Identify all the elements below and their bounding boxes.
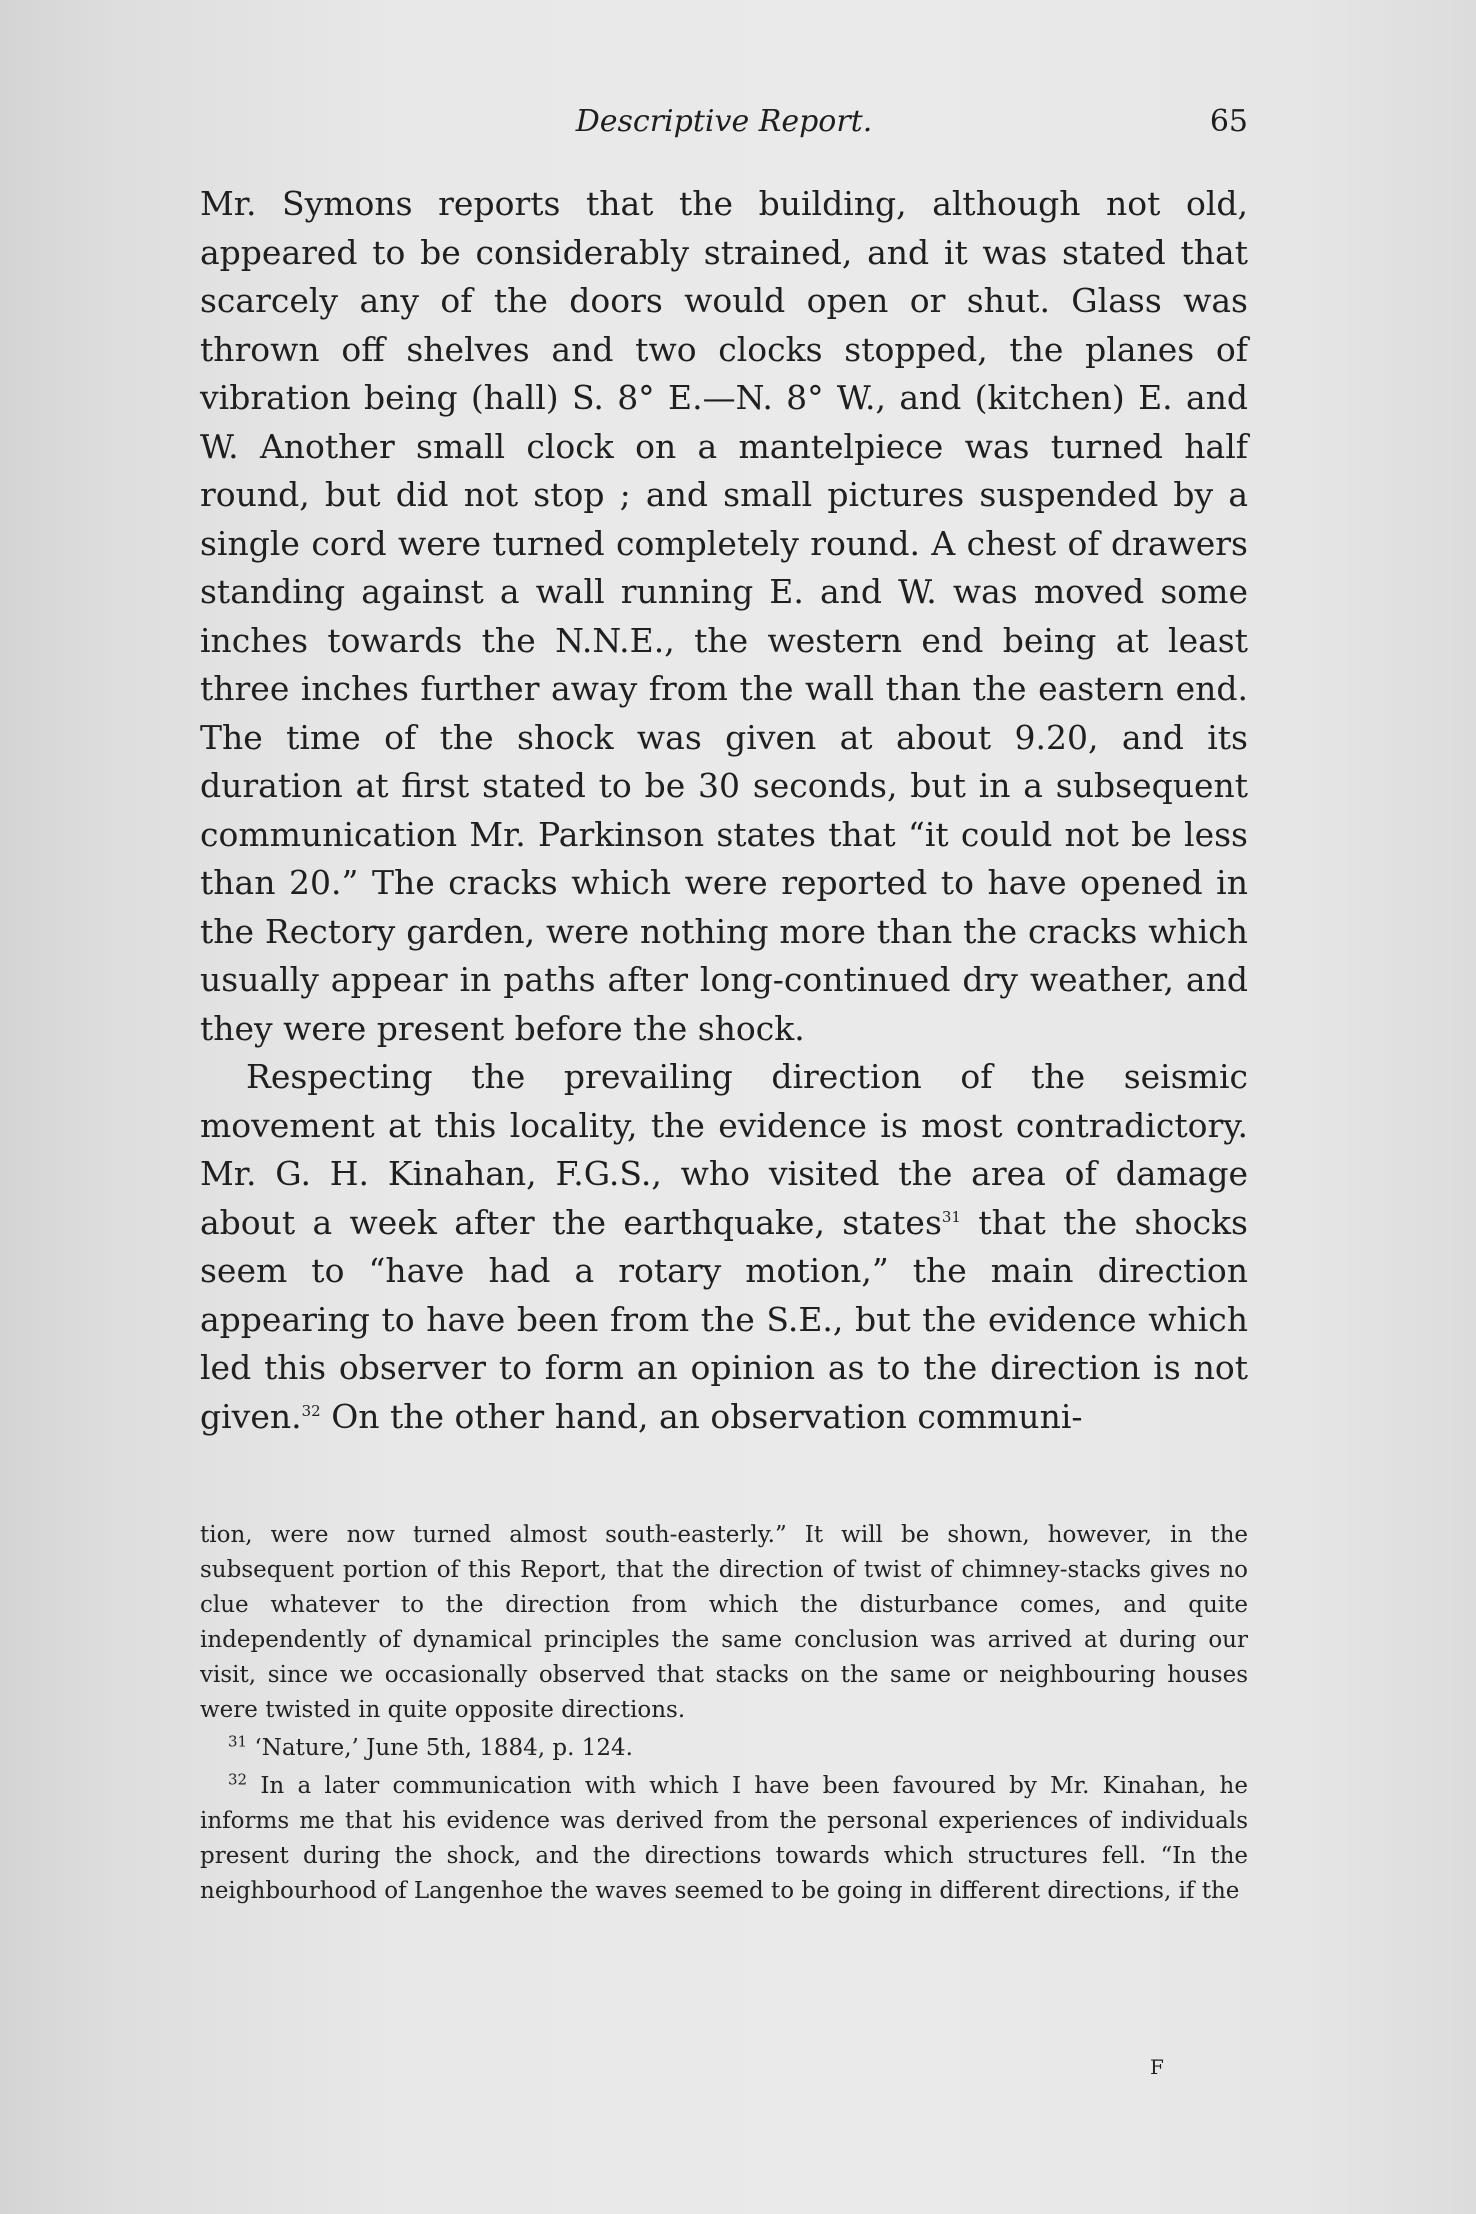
footnote-31-text: ‘Nature,’ June 5th, 1884, p. 124. xyxy=(247,1735,633,1761)
footnote-ref-32: 32 xyxy=(301,1401,321,1420)
footnote-31-marker: 31 xyxy=(228,1732,248,1751)
paragraph-2-text-b: that the shocks seem to “have had a rotary motion,” the main direction appearing to have been from the S.E., but the evidence which led this observer to form an opinion as to the direction is not given. xyxy=(200,1202,1248,1436)
footnote-ref-31: 31 xyxy=(941,1207,961,1226)
footnote-32-marker: 32 xyxy=(228,1770,248,1789)
page-number: 65 xyxy=(1209,104,1248,139)
body-text xyxy=(200,180,1248,1441)
running-title: Descriptive Report. xyxy=(575,104,873,139)
page-header xyxy=(200,104,1248,154)
footnotes xyxy=(200,1518,1248,1909)
paragraph-2-text-a: Respecting the prevailing direction of the seismic movement at this locality, the evidence is most contradictory. Mr. G. H. Kinahan, F.G.S., who visited the area of damage about a week after the earthquake, states xyxy=(200,1057,1248,1242)
paragraph-1: Mr. Symons reports that the building, although not old, appeared to be considerably strained, and it was stated that scarcely any of the doors would open or shut. Glass was thrown off shelves and two clocks stopped, the planes of vibration being (hall) S. 8° E.—N. 8° W., and (kitchen) E. and W. Another small clock on a mantelpiece was turned half round, but did not stop ; and small pictures suspended by a single cord were turned completely round. A chest of drawers standing against a wall running E. and W. was moved some inches towards the N.N.E., the western end being at least three inches further away from the wall than the eastern end. The time of the shock was given at about 9.20, and its duration at first stated to be 30 seconds, but in a subsequent communication Mr. Parkinson states that “it could not be less than 20.” The cracks which were reported to have opened in the Rectory garden, were nothing more than the cracks which usually appear in paths after long-continued dry weather, and they were present before the shock. xyxy=(200,184,1248,1048)
paragraph-2 xyxy=(200,1053,1248,1441)
footnote-32 xyxy=(200,1769,1248,1909)
signature-mark: F xyxy=(1150,2055,1164,2079)
paragraph-2-text-c: On the other hand, an observation communi- xyxy=(320,1396,1083,1436)
footnote-continuation: tion, were now turned almost south-easterly.” It will be shown, however, in the subsequent portion of this Report, that the direction of twist of chimney-stacks gives no clue whatever to the direction from which the disturbance comes, and quite independently of dynamical principles the same conclusion was arrived at during our visit, since we occasionally observed that stacks on the same or neighbouring houses were twisted in quite opposite directions. xyxy=(200,1522,1248,1723)
footnote-32-text: In a later communication with which I have been favoured by Mr. Kinahan, he informs me that his evidence was derived from the personal experiences of individuals present during the shock, and the directions towards which structures fell. “In the neighbourhood of Langenhoe the waves seemed to be going in different directions, if the xyxy=(200,1773,1248,1904)
footnote-31 xyxy=(200,1731,1248,1766)
